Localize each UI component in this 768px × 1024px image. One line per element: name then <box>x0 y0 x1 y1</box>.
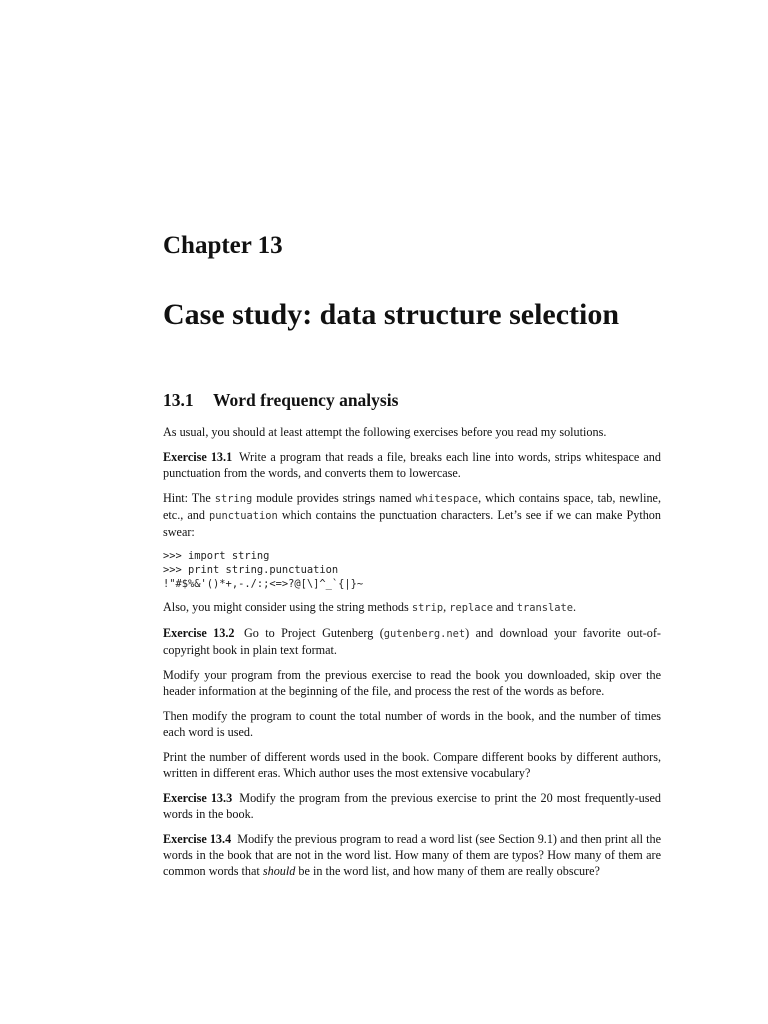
also-text: Also, you might consider using the string methods <box>163 600 412 614</box>
exercise-text: ) and download your favorite out-of-copyright book in plain text format. <box>163 626 661 657</box>
section-title: Word frequency analysis <box>213 390 399 410</box>
code-line: !"#$%&'()*+,-./:;<=>?@[\]^_`{|}~ <box>163 578 364 590</box>
exercise-text: be in the word list, and how many of them are really obscure? <box>295 864 600 878</box>
also-text: and <box>493 600 517 614</box>
then-paragraph: Then modify the program to count the total number of words in the book, and the number of times each word is used. <box>163 709 661 739</box>
exercise-13-3 <box>163 790 661 822</box>
intro-paragraph: As usual, you should at least attempt the following exercises before you read my solutions. <box>163 425 607 439</box>
code-line: >>> import string <box>163 550 270 562</box>
hint-text: , which contains space, tab, newline, etc., and <box>163 491 662 522</box>
section-heading <box>163 390 398 411</box>
modify-paragraph: Modify your program from the previous exercise to read the book you downloaded, skip over the header information at the beginning of the file, and process the rest of the words as before. <box>163 668 661 698</box>
body-text <box>163 424 661 888</box>
also-text: . <box>573 600 577 614</box>
exercise-label: Exercise 13.4 <box>163 832 232 846</box>
exercise-label: Exercise 13.3 <box>163 791 233 805</box>
chapter-title: Case study: data structure selection <box>163 298 620 331</box>
hint-paragraph <box>163 490 661 540</box>
exercise-text: Go to Project Gutenberg ( <box>243 626 384 640</box>
book-page <box>161 0 661 1024</box>
code-strip: strip <box>411 602 444 614</box>
section-number: 13.1 <box>163 390 194 410</box>
exercise-text: Modify the previous program to read a word list (see Section 9.1) and then print all the words in the book that are not in the word list. How many of them are typos? How many of them are common words that <box>163 832 661 878</box>
exercise-text: Modify the program from the previous exercise to print the 20 most frequently-used words in the book. <box>163 791 662 821</box>
hint-text: which contains the punctuation characters. Let’s see if we can make Python swear: <box>163 508 661 539</box>
exercise-13-2 <box>163 625 661 658</box>
code-gutenberg: gutenberg.net <box>383 628 466 640</box>
exercise-label: Exercise 13.1 <box>163 450 233 464</box>
hint-text: module provides strings named <box>252 491 416 505</box>
code-string: string <box>214 493 253 505</box>
hint-text: Hint: The <box>163 491 215 505</box>
exercise-text: Write a program that reads a file, breaks each line into words, strips whitespace and punctuation from the words, and converts them to lowercase. <box>163 450 661 480</box>
exercise-13-1 <box>163 449 661 481</box>
print-paragraph: Print the number of different words used in the book. Compare different books by different authors, written in different eras. Which author uses the most extensive vocabulary? <box>163 750 661 780</box>
emphasis-should: should <box>262 864 296 878</box>
code-translate: translate <box>516 602 574 614</box>
code-punctuation: punctuation <box>208 510 278 522</box>
code-whitespace: whitespace <box>415 493 479 505</box>
exercise-13-4 <box>163 831 661 879</box>
code-block <box>163 549 661 591</box>
also-paragraph <box>163 599 661 616</box>
code-replace: replace <box>449 602 493 614</box>
exercise-label: Exercise 13.2 <box>163 626 235 640</box>
code-line: >>> print string.punctuation <box>163 564 339 576</box>
also-text: , <box>443 600 450 614</box>
chapter-label: Chapter 13 <box>163 232 283 259</box>
